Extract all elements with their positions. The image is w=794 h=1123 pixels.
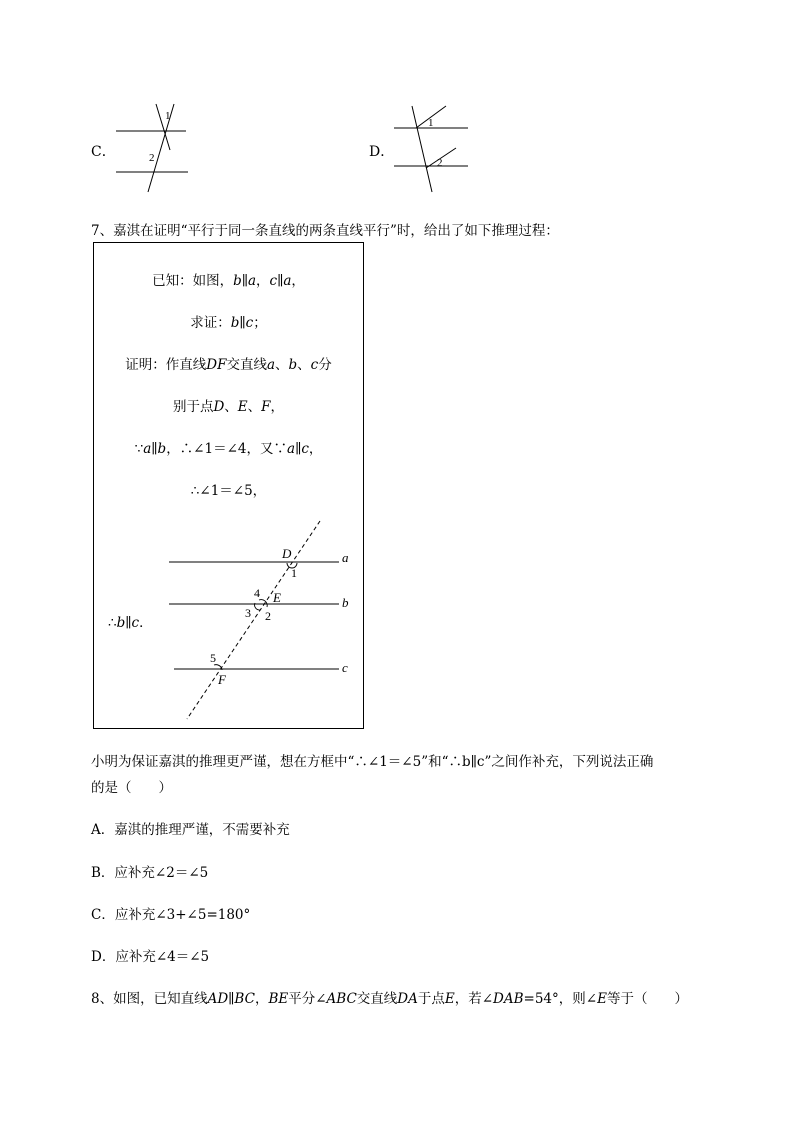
- fig-c-angle-2: 2: [149, 152, 155, 164]
- fig-c-angle-1: 1: [165, 110, 171, 122]
- proof-given: 已知：如图，b∥a，c∥a，: [152, 273, 305, 289]
- label-line-c: c: [342, 660, 348, 675]
- label-point-d: D: [282, 546, 292, 561]
- proof-points: 别于点D、E、F，: [172, 399, 285, 415]
- question-7-stem: 7、嘉淇在证明“平行于同一条直线的两条直线平行”时，给出了如下推理过程：: [91, 223, 559, 239]
- proof-conclusion: ∴b∥c．: [108, 615, 153, 631]
- proof-box: [93, 242, 364, 729]
- label-point-e: E: [273, 590, 281, 605]
- label-line-a: a: [342, 550, 349, 565]
- fig-d-angle-2: 2: [437, 157, 443, 169]
- label-angle-4: 4: [254, 586, 260, 600]
- proof-construction: 证明：作直线DF交直线a、b、c分: [125, 357, 332, 373]
- fig-d-angle-1: 1: [428, 117, 434, 129]
- transversal-df: [187, 521, 320, 719]
- proof-figure: [154, 513, 359, 725]
- question-8-stem: 8、如图，已知直线AD∥BC，BE平分∠ABC交直线DA于点E，若∠DAB=54°，则∠E等于（ ）: [91, 991, 688, 1007]
- label-angle-5: 5: [210, 651, 216, 665]
- question-7-line-2: 的是（ ）: [91, 780, 172, 796]
- option-d-label: D．: [369, 144, 395, 160]
- label-angle-2: 2: [265, 609, 271, 623]
- figure-option-d: [388, 100, 478, 195]
- question-7-line-1: 小明为保证嘉淇的推理更严谨，想在方框中“∴∠1＝∠5”和“∴b∥c”之间作补充，下列说法正确: [91, 754, 654, 770]
- angle-arc-e: [259, 600, 267, 607]
- option-b[interactable]: B．应补充∠2＝∠5: [91, 865, 209, 881]
- proof-step-1: ∵a∥b，∴∠1＝∠4，又∵a∥c，: [134, 441, 323, 457]
- proof-to-prove: 求证：b∥c；: [190, 315, 267, 331]
- label-angle-1: 1: [291, 566, 297, 580]
- option-c[interactable]: C．应补充∠3+∠5=180°: [91, 907, 251, 923]
- label-line-b: b: [342, 595, 349, 610]
- figure-option-c: [110, 100, 200, 195]
- label-angle-3: 3: [245, 606, 251, 620]
- option-a[interactable]: A．嘉淇的推理严谨，不需要补充: [91, 822, 290, 838]
- option-c-label: C．: [91, 144, 116, 160]
- option-d[interactable]: D．应补充∠4＝∠5: [91, 949, 210, 965]
- proof-step-2: ∴∠1＝∠5，: [190, 483, 267, 499]
- label-point-f: F: [218, 672, 226, 687]
